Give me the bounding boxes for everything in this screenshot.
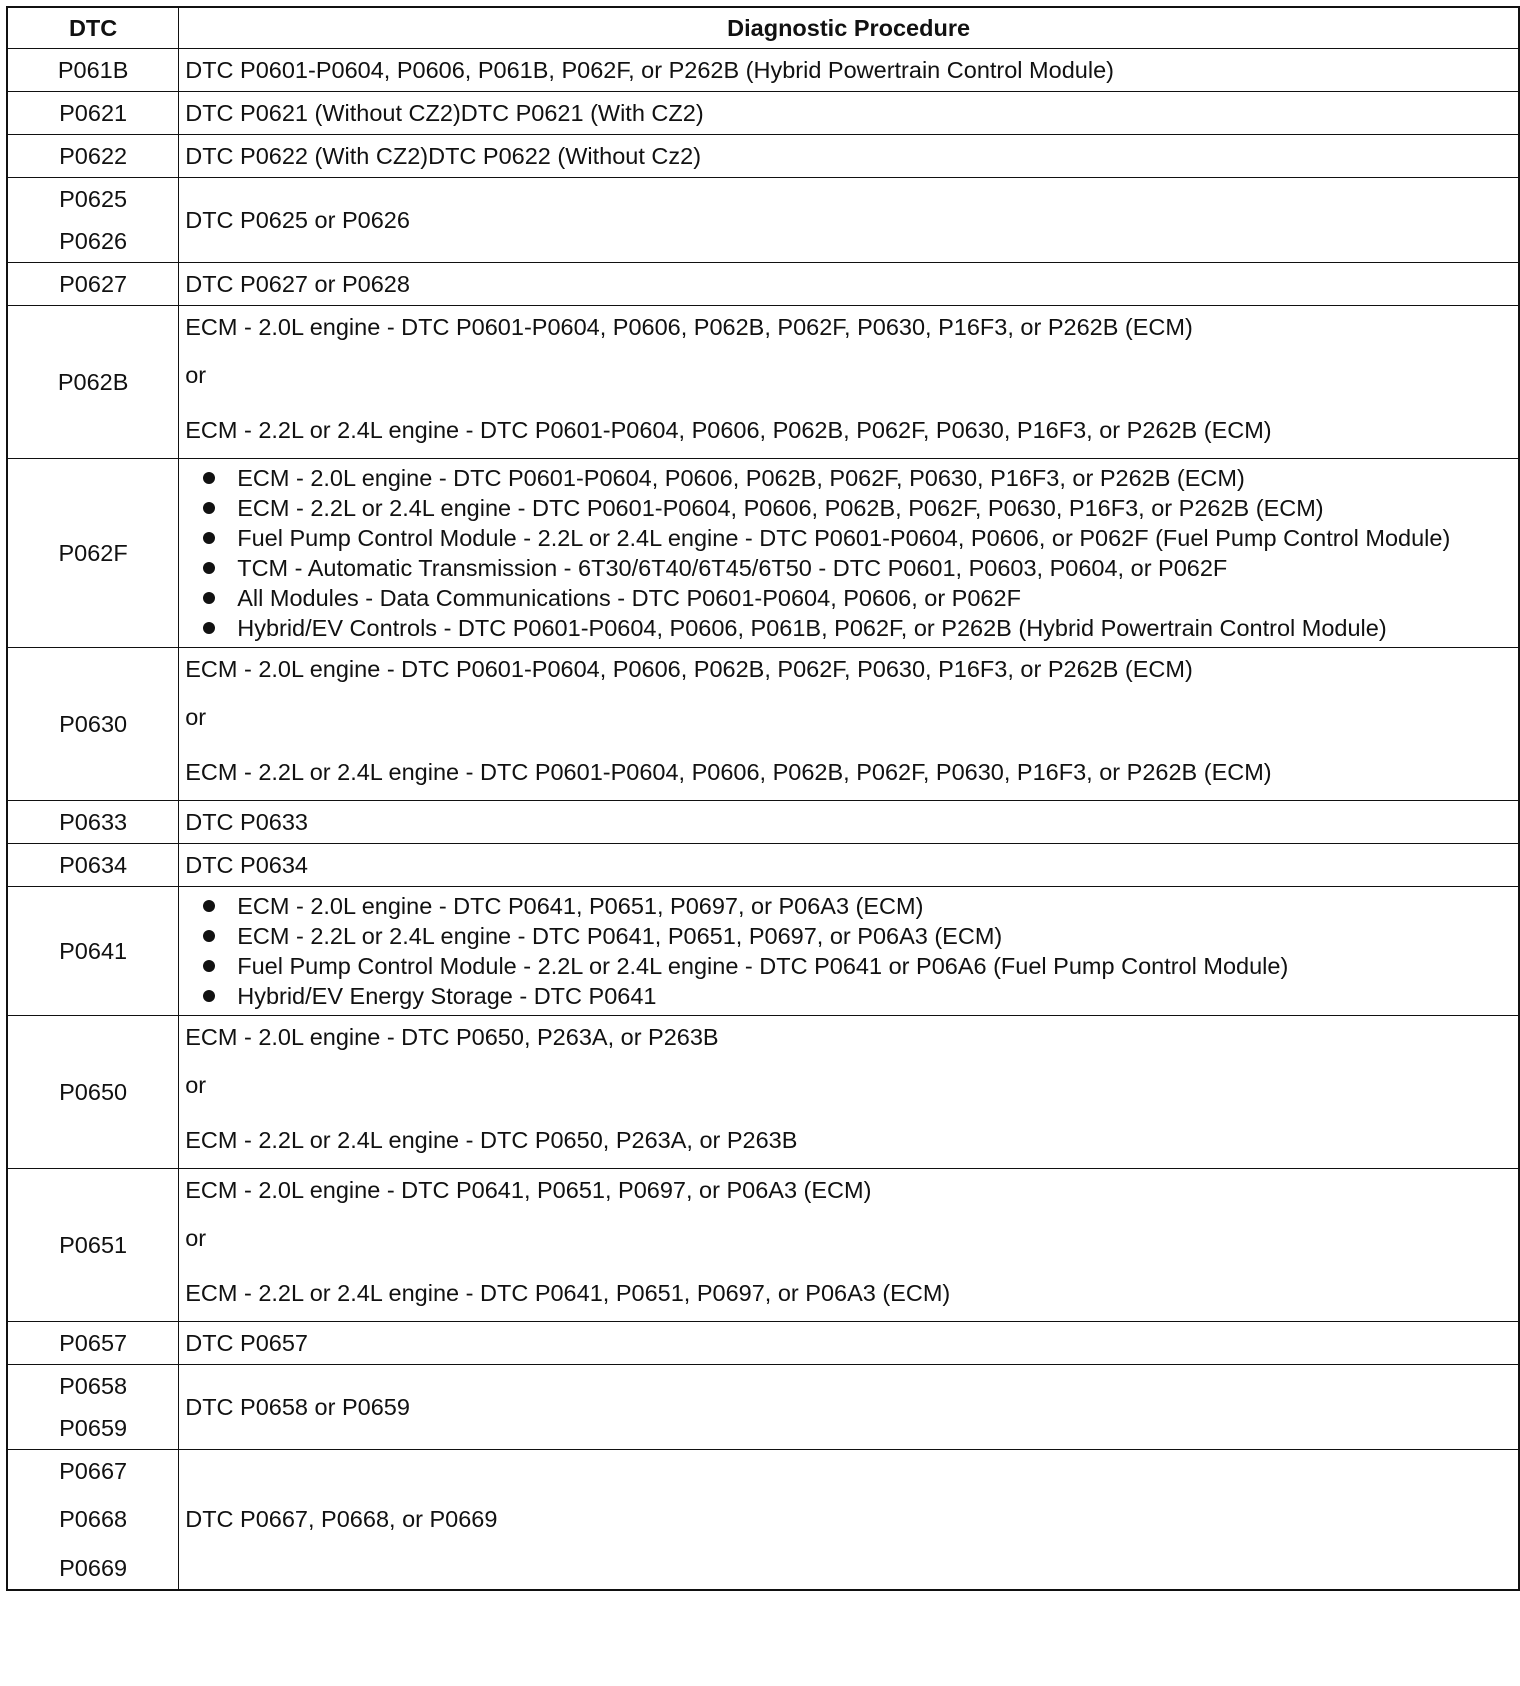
procedure-text: ECM - 2.2L or 2.4L engine - DTC P0641, P0651, P0697, or P06A3 (ECM) [185, 1280, 951, 1306]
dtc-cell [7, 1450, 179, 1591]
table-row [7, 887, 1519, 1016]
dtc-code: P0622 [59, 143, 128, 169]
procedure-text: DTC P0634 [185, 852, 308, 878]
procedure-cell [179, 1016, 1519, 1169]
procedure-cell [179, 135, 1519, 178]
dtc-table [6, 6, 1520, 1591]
procedure-text: ECM - 2.2L or 2.4L engine - DTC P0601-P0604, P0606, P062B, P062F, P0630, P16F3, or P262B (ECM) [185, 759, 1272, 785]
dtc-code: P062F [58, 539, 128, 566]
bullet-item: ECM - 2.0L engine - DTC P0641, P0651, P0697, or P06A3 (ECM) [193, 891, 1512, 921]
dtc-cell [7, 844, 179, 887]
dtc-code: P0650 [59, 1078, 128, 1105]
procedure-cell [179, 844, 1519, 887]
procedure-text: ECM - 2.0L engine - DTC P0601-P0604, P0606, P062B, P062F, P0630, P16F3, or P262B (ECM) [185, 314, 1193, 340]
procedure-bullet-list [185, 459, 1512, 647]
procedure-cell [179, 648, 1519, 801]
dtc-cell [7, 178, 179, 263]
dtc-code: P0633 [59, 809, 128, 835]
procedure-bullet-list [185, 887, 1512, 1015]
procedure-cell [179, 178, 1519, 263]
dtc-cell [7, 887, 179, 1016]
bullet-item: Hybrid/EV Energy Storage - DTC P0641 [193, 981, 1512, 1011]
dtc-document [6, 6, 1520, 1591]
table-row [7, 49, 1519, 92]
procedure-cell [179, 49, 1519, 92]
dtc-code: P0621 [59, 100, 128, 126]
bullet-item: Fuel Pump Control Module - 2.2L or 2.4L engine - DTC P0601-P0604, P0606, or P062F (Fuel Pump Control Module) [193, 523, 1512, 553]
table-row [7, 459, 1519, 648]
table-row [7, 648, 1519, 801]
procedure-text: DTC P0622 (With CZ2)DTC P0622 (Without Cz2) [185, 143, 702, 169]
procedure-text: ECM - 2.2L or 2.4L engine - DTC P0601-P0604, P0606, P062B, P062F, P0630, P16F3, or P262B (ECM) [185, 417, 1272, 443]
dtc-code: P0641 [59, 937, 128, 964]
procedure-text: DTC P0627 or P0628 [185, 271, 410, 297]
procedure-or: or [185, 362, 207, 388]
dtc-code: P0630 [59, 710, 128, 737]
dtc-code: P0627 [59, 271, 128, 297]
dtc-code: P0657 [59, 1330, 128, 1356]
procedure-cell [179, 459, 1519, 648]
table-row [7, 178, 1519, 263]
dtc-code: P0658 [59, 1373, 128, 1399]
procedure-cell [179, 1169, 1519, 1322]
table-row [7, 1322, 1519, 1365]
dtc-code: P0625 [59, 186, 128, 212]
procedure-text: ECM - 2.0L engine - DTC P0601-P0604, P0606, P062B, P062F, P0630, P16F3, or P262B (ECM) [185, 656, 1193, 682]
bullet-item: Fuel Pump Control Module - 2.2L or 2.4L engine - DTC P0641 or P06A6 (Fuel Pump Control Module) [193, 951, 1512, 981]
procedure-cell [179, 887, 1519, 1016]
procedure-text: ECM - 2.0L engine - DTC P0650, P263A, or P263B [185, 1024, 719, 1050]
dtc-cell [7, 1016, 179, 1169]
procedure-text: DTC P0625 or P0626 [185, 206, 410, 233]
dtc-cell [7, 1169, 179, 1322]
table-row [7, 306, 1519, 459]
dtc-cell [7, 92, 179, 135]
table-row [7, 135, 1519, 178]
table-row [7, 1450, 1519, 1591]
procedure-cell [179, 1322, 1519, 1365]
procedure-cell [179, 263, 1519, 306]
procedure-cell [179, 92, 1519, 135]
bullet-item: ECM - 2.2L or 2.4L engine - DTC P0601-P0604, P0606, P062B, P062F, P0630, P16F3, or P262B (ECM) [193, 493, 1512, 523]
table-row [7, 1016, 1519, 1169]
dtc-code: P0651 [59, 1231, 128, 1258]
procedure-text: DTC P0601-P0604, P0606, P061B, P062F, or P262B (Hybrid Powertrain Control Module) [185, 57, 1114, 83]
procedure-text: DTC P0657 [185, 1330, 308, 1356]
dtc-cell [7, 49, 179, 92]
bullet-item: Hybrid/EV Controls - DTC P0601-P0604, P0606, P061B, P062F, or P262B (Hybrid Powertrain Control Module) [193, 613, 1512, 643]
dtc-code: P0634 [59, 852, 128, 878]
procedure-text: DTC P0633 [185, 809, 308, 835]
header-dtc: DTC [7, 7, 179, 49]
table-row [7, 844, 1519, 887]
procedure-cell [179, 801, 1519, 844]
dtc-cell [7, 459, 179, 648]
dtc-cell [7, 801, 179, 844]
bullet-item: TCM - Automatic Transmission - 6T30/6T40/6T45/6T50 - DTC P0601, P0603, P0604, or P062F [193, 553, 1512, 583]
dtc-cell [7, 135, 179, 178]
table-row [7, 801, 1519, 844]
dtc-code: P0626 [59, 228, 128, 254]
procedure-cell [179, 306, 1519, 459]
bullet-item: ECM - 2.0L engine - DTC P0601-P0604, P0606, P062B, P062F, P0630, P16F3, or P262B (ECM) [193, 463, 1512, 493]
dtc-code: P061B [57, 57, 129, 83]
dtc-cell [7, 1365, 179, 1450]
procedure-text: ECM - 2.0L engine - DTC P0641, P0651, P0697, or P06A3 (ECM) [185, 1177, 872, 1203]
bullet-item: All Modules - Data Communications - DTC P0601-P0604, P0606, or P062F [193, 583, 1512, 613]
header-procedure: Diagnostic Procedure [179, 7, 1519, 49]
bullet-item: ECM - 2.2L or 2.4L engine - DTC P0641, P0651, P0697, or P06A3 (ECM) [193, 921, 1512, 951]
table-row [7, 263, 1519, 306]
procedure-text: DTC P0658 or P0659 [185, 1393, 410, 1420]
dtc-cell [7, 263, 179, 306]
table-row [7, 1365, 1519, 1450]
procedure-text: ECM - 2.2L or 2.4L engine - DTC P0650, P263A, or P263B [185, 1127, 798, 1153]
procedure-or: or [185, 1072, 207, 1098]
table-row [7, 92, 1519, 135]
procedure-or: or [185, 1225, 207, 1251]
dtc-code: P0659 [59, 1415, 128, 1441]
procedure-text: DTC P0667, P0668, or P0669 [185, 1506, 498, 1532]
procedure-or: or [185, 704, 207, 730]
dtc-code: P0668 [59, 1506, 128, 1532]
procedure-text: DTC P0621 (Without CZ2)DTC P0621 (With CZ2) [185, 100, 704, 126]
dtc-cell [7, 648, 179, 801]
dtc-code: P062B [57, 368, 129, 395]
dtc-code: P0669 [59, 1555, 128, 1581]
procedure-cell [179, 1365, 1519, 1450]
procedure-cell [179, 1450, 1519, 1591]
dtc-code: P0667 [59, 1458, 128, 1484]
table-row [7, 1169, 1519, 1322]
table-header-row [7, 7, 1519, 49]
dtc-cell [7, 306, 179, 459]
dtc-cell [7, 1322, 179, 1365]
